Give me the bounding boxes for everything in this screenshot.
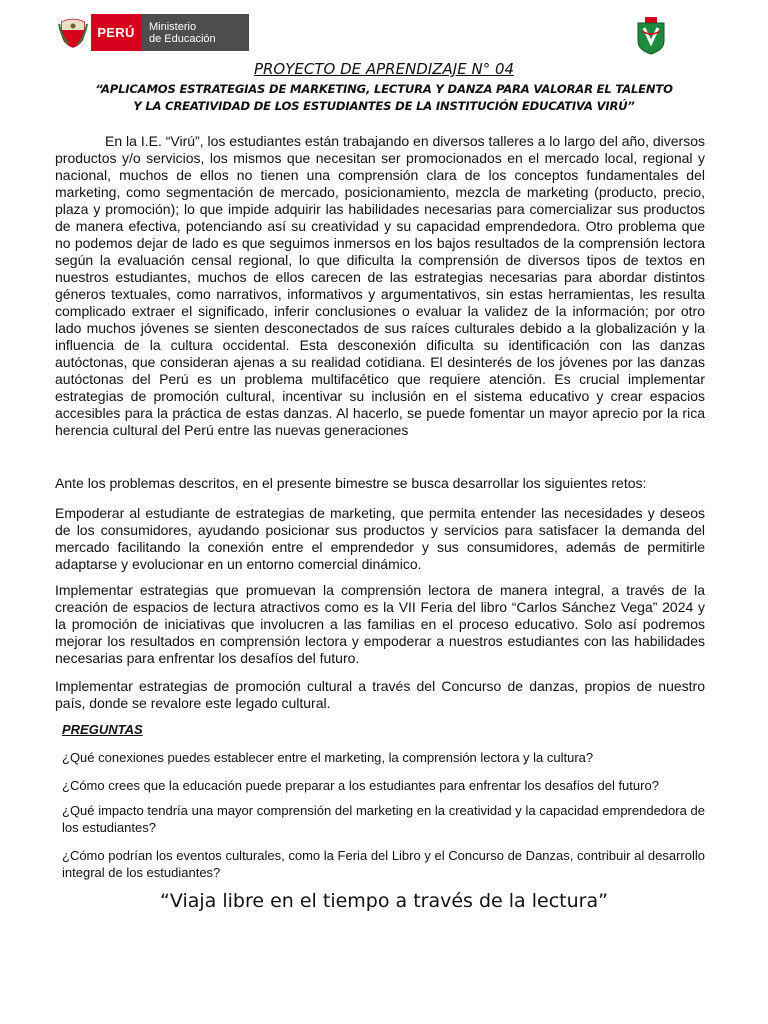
ministry-logo: [55, 14, 249, 51]
challenges-intro-paragraph: Ante los problemas descritos, en el presente bimestre se busca desarrollar los siguientes retos:: [55, 475, 647, 491]
ministry-name: [141, 14, 249, 51]
challenge-marketing-paragraph: Empoderar al estudiante de estrategias de marketing, que permita entender las necesidades y deseos de los consumidores, ayudando posicionar sus productos y servicios para satisfacer la demanda del mercado facilitando la conexión entre el emprendedor y sus consumidores, además de permitirle adaptarse y evolucionar en un entorno comercial dinámico.: [55, 505, 705, 572]
national-shield-icon: [55, 14, 91, 51]
intro-paragraph: En la I.E. “Virú”, los estudiantes están trabajando en diversos talleres a lo largo del año, diversos productos y/o servicios, los mismos que necesitan ser promocionados en el mercado local, regional y nacional, muchos de ellos no tienen una comprensión clara de los conceptos fundamentales del marketing, como segmentación de mercado, posicionamiento, mezcla de marketing (producto, precio, plaza y promoción); lo que impide adquirir las habilidades necesarias para comercializar sus productos de manera efectiva, potenciando así su creatividad y su capacidad emprendedora. Otro problema que no podemos dejar de lado es que seguimos inmersos en los bajos resultados de la comprensión lectora según la evaluación censal regional, lo que dificulta la comprensión de diversos tipos de textos en nuestros estudiantes, muchos de ellos carecen de las estrategias necesarias para abordar distintos géneros textuales, como narrativos, informativos y argumentativos, sin estas herramientas, les resulta complicado extraer el significado, inferir conclusiones o evaluar la validez de la información; por otro lado muchos jóvenes se sienten desconectados de sus raíces culturales debido a la globalización y la influencia de la cultura occidental. Esta desconexión dificulta su identificación con las danzas autóctonas, que consideran ajenas a su realidad cotidiana. El desinterés de los jóvenes por las danzas autóctonas del Perú es un problema multifacético que requiere atención. Es crucial implementar estrategias de promoción cultural, incentivar su inclusión en el sistema educativo y crear espacios accesibles para la práctica de estas danzas. Al hacerlo, se puede fomentar un mayor aprecio por la rica herencia cultural del Perú entre las nuevas generaciones: [55, 133, 705, 438]
ministry-line-1: Ministerio: [149, 20, 197, 33]
challenge-reading-paragraph: Implementar estrategias que promuevan la comprensión lectora de manera integral, a través de la creación de espacios de lectura atractivos como es la VII Feria del libro “Carlos Sánchez Vega” 2024 y la promoción de iniciativas que involucren a las familias en el proceso educativo. Solo así podremos mejorar los resultados en comprensión lectora y empoderar a nuestros estudiantes con las habilidades necesarias para enfrentar los desafíos del futuro.: [55, 582, 705, 666]
question-item: ¿Cómo crees que la educación puede preparar a los estudiantes para enfrentar los desafíos del futuro?: [62, 778, 659, 793]
document-title: PROYECTO DE APRENDIZAJE N° 04: [253, 60, 515, 78]
document-subtitle: [60, 81, 708, 115]
reading-motto: “Viaja libre en el tiempo a través de la lectura”: [160, 890, 608, 912]
question-item: ¿Qué conexiones puedes establecer entre el marketing, la comprensión lectora y la cultura?: [62, 750, 594, 765]
ministry-line-2: de Educación: [149, 32, 216, 45]
question-item: ¿Qué impacto tendría una mayor comprensión del marketing en la creatividad y la capacidad emprendedora de los estudiantes?: [62, 803, 705, 835]
subtitle-line-1: “APLICAMOS ESTRATEGIAS DE MARKETING, LECTURA Y DANZA PARA VALORAR EL TALENTO: [95, 82, 673, 96]
subtitle-line-2: Y LA CREATIVIDAD DE LOS ESTUDIANTES DE LA INSTITUCIÓN EDUCATIVA VIRÚ”: [133, 99, 635, 113]
school-crest-icon: [636, 17, 666, 55]
question-item: ¿Cómo podrían los eventos culturales, como la Feria del Libro y el Concurso de Danzas, contribuir al desarrollo integral de los estudiantes?: [62, 848, 705, 880]
challenge-dance-paragraph: Implementar estrategias de promoción cultural a través del Concurso de danzas, propios de nuestro país, donde se revalore este legado cultural.: [55, 678, 705, 711]
page-header: [0, 0, 768, 62]
peru-label: PERÚ: [91, 14, 141, 51]
questions-heading: PREGUNTAS: [62, 722, 143, 737]
